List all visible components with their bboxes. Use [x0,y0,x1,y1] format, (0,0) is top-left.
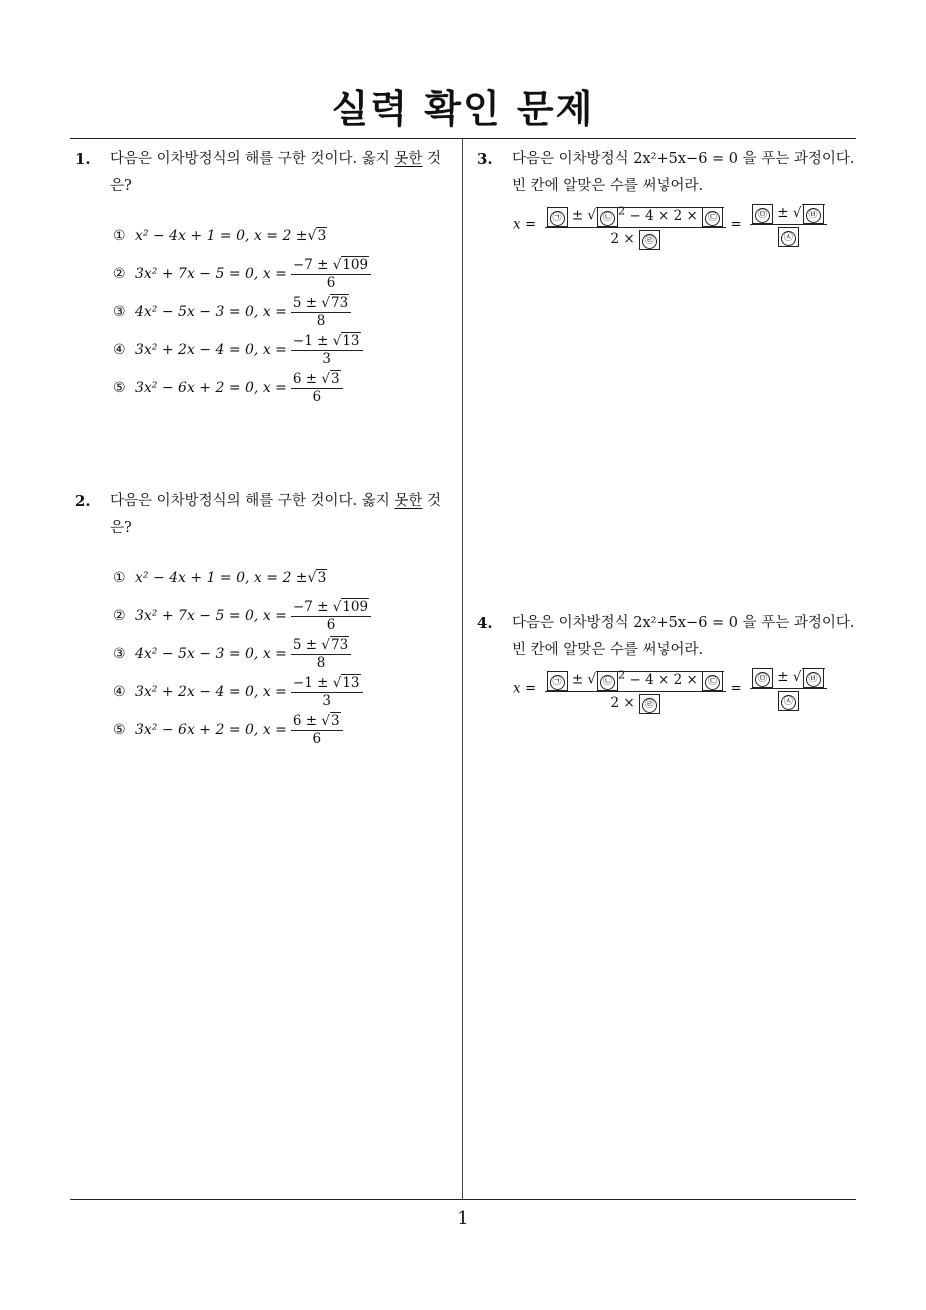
problem-text-line-1: 다음은 이차방정식 2x²+5x−6 = 0 을 푸는 과정이다. [512,615,855,631]
choice-2[interactable]: ② 3x² + 7x − 5 = 0, x = $\frac{-7 \pm √109}{6}$ [113,598,371,634]
problem-number: 3. [477,150,493,168]
fraction: $\frac{-7 \pm √109}{6}$ [291,599,371,634]
fraction: $\frac{-1 \pm √13}{3}$ [291,675,363,710]
blank-c[interactable]: ㉢ [702,671,723,691]
choice-1[interactable]: ① x² − 4x + 1 = 0, x = 2 ± √3 [113,569,327,586]
fraction: $\frac{5 \pm √73}{8}$ [291,637,351,672]
problem-2 [75,488,460,747]
fraction: $\frac{㉤ \pm √ ㉥}{㉦}$ [750,666,827,711]
choice-5[interactable]: ⑤ 3x² − 6x + 2 = 0, x = $\frac{6 \pm √3}{6}$ [113,712,343,748]
fraction: $\frac{㉠ \pm √ ㉡^2 - 4 \times 2 \times ㉢}{2 \times ㉣}$ [545,664,727,714]
top-rule [70,138,856,139]
blank-b[interactable]: ㉡ [597,671,618,691]
blank-f[interactable]: ㉥ [803,668,824,688]
problem-number: 4. [477,614,493,632]
blank-a[interactable]: ㉠ [547,671,568,691]
formula: x = $\frac{㉠ \pm √ ㉡^2 - 4 \times 2 \times ㉢}{2 \times ㉣}$ = $\frac{㉤ \pm √ ㉥}{㉦}$ [513,664,827,714]
formula: x = $\frac{㉠ \pm √ ㉡^2 - 4 \times 2 \times ㉢}{2 \times ㉣}$ = $\frac{㉤ \pm √ ㉥}{㉦}$ [513,200,827,250]
fraction: $\frac{-1 \pm √13}{3}$ [291,333,363,368]
blank-f[interactable]: ㉥ [803,204,824,224]
problem-3 [477,146,862,247]
problem-text: 다음은 이차방정식의 해를 구한 것이다. 옳지 못한 것은? [110,151,442,194]
choice-4[interactable]: ④ 3x² + 2x − 4 = 0, x = $\frac{-1 \pm √13}{3}$ [113,332,363,368]
blank-g[interactable]: ㉦ [778,227,799,247]
blank-e[interactable]: ㉤ [752,204,773,224]
problem-4 [477,610,862,711]
problem-text-line-2: 빈 칸에 알맞은 수를 써넣어라. [512,642,704,658]
problem-text-line-1: 다음은 이차방정식 2x²+5x−6 = 0 을 푸는 과정이다. [512,151,855,167]
page-title: 실력 확인 문제 [331,87,595,131]
blank-b[interactable]: ㉡ [597,207,618,227]
blank-d[interactable]: ㉣ [639,694,660,714]
choice-4[interactable]: ④ 3x² + 2x − 4 = 0, x = $\frac{-1 \pm √13}{3}$ [113,674,363,710]
fraction: $\frac{㉠ \pm √ ㉡^2 - 4 \times 2 \times ㉢}{2 \times ㉣}$ [545,200,727,250]
problem-text: 다음은 이차방정식의 해를 구한 것이다. 옳지 못한 것은? [110,493,442,536]
fraction: $\frac{5 \pm √73}{8}$ [291,295,351,330]
bottom-rule [70,1199,856,1200]
fraction: $\frac{6 \pm √3}{6}$ [291,371,343,406]
blank-g[interactable]: ㉦ [778,691,799,711]
blank-a[interactable]: ㉠ [547,207,568,227]
blank-c[interactable]: ㉢ [702,207,723,227]
fraction: $\frac{㉤ \pm √ ㉥}{㉦}$ [750,202,827,247]
choice-3[interactable]: ③ 4x² − 5x − 3 = 0, x = $\frac{5 \pm √73}{8}$ [113,294,351,330]
choice-1[interactable]: ① x² − 4x + 1 = 0, x = 2 ± √3 [113,227,327,244]
problem-number: 2. [75,492,91,510]
problem-1 [75,146,460,405]
blank-e[interactable]: ㉤ [752,668,773,688]
choice-5[interactable]: ⑤ 3x² − 6x + 2 = 0, x = $\frac{6 \pm √3}{6}$ [113,370,343,406]
blank-d[interactable]: ㉣ [639,230,660,250]
problem-text-line-2: 빈 칸에 알맞은 수를 써넣어라. [512,178,704,194]
fraction: $\frac{-7 \pm √109}{6}$ [291,257,371,292]
choice-2[interactable]: ② 3x² + 7x − 5 = 0, x = $\frac{-7 \pm √109}{6}$ [113,256,371,292]
column-divider [462,139,463,1199]
page-number: 1 [457,1208,469,1229]
problem-number: 1. [75,150,91,168]
fraction: $\frac{6 \pm √3}{6}$ [291,713,343,748]
choice-3[interactable]: ③ 4x² − 5x − 3 = 0, x = $\frac{5 \pm √73}{8}$ [113,636,351,672]
